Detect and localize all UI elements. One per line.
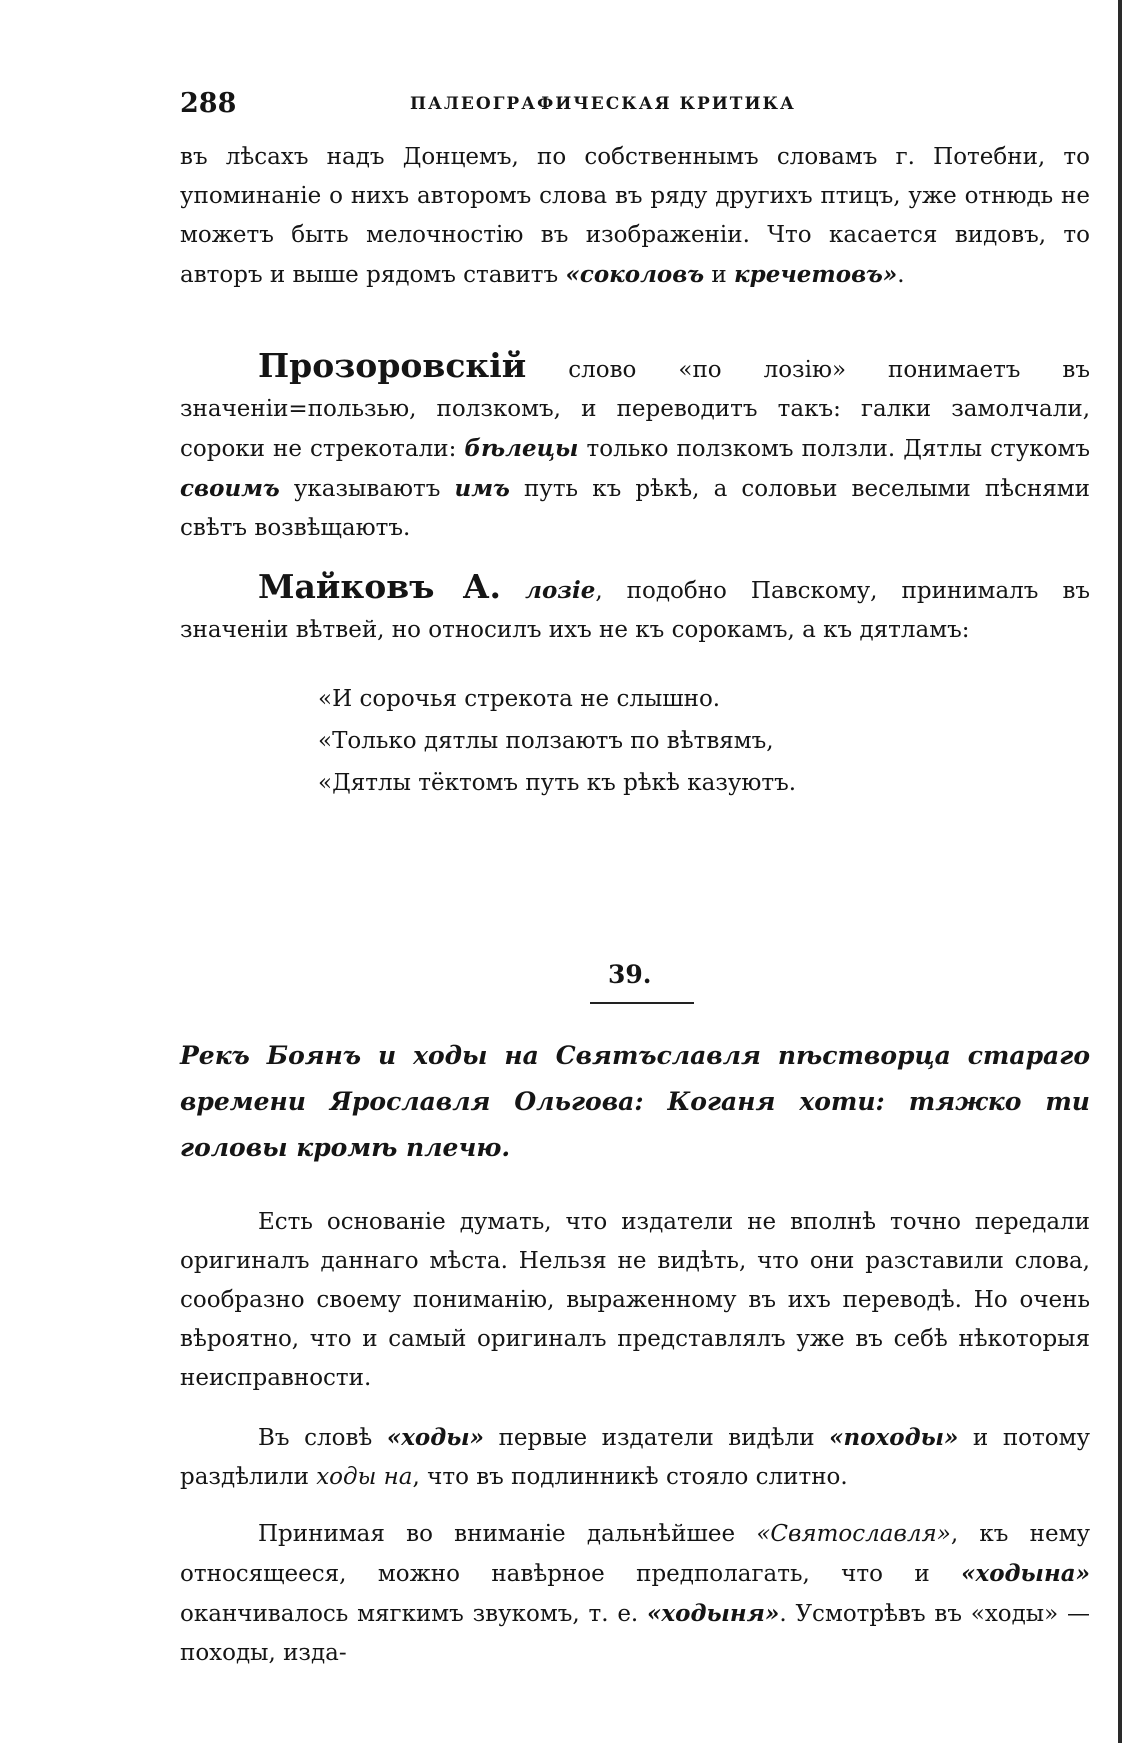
verse-line-1: «И сорочья стрекота не слышно.	[318, 686, 721, 712]
para6-text-2: , къ нему относящееся, можно навѣрное предполагать, что и	[180, 1521, 1090, 1587]
para2-text: слово «по лозію» понимаетъ въ значеніи=пользью, ползкомъ, и переводитъ такъ: галки замолчали, сороки не стрекотали:	[180, 357, 1090, 462]
para5-italic-khody-na: ходы на	[316, 1464, 413, 1490]
running-title: ПАЛЕОГРАФИЧЕСКАЯ КРИТИКА	[410, 94, 796, 114]
section-number: 39.	[608, 960, 652, 989]
paragraph-2	[180, 346, 1090, 548]
para5-text-3: и потому раздѣлили	[180, 1425, 1090, 1490]
para6-text-4: . Усмотрѣвъ въ «ходы» —походы, изда-	[180, 1601, 1090, 1666]
author-name-prozorovsky: Прозоровскій	[258, 346, 527, 385]
para5-italic-khody: «ходы»	[386, 1424, 485, 1451]
para2-text-2: только ползкомъ ползли. Дятлы стукомъ	[578, 436, 1090, 462]
para6-italic-khodyna: «ходына»	[961, 1560, 1090, 1587]
para3-text: , подобно Павскому, принималъ въ значеніи вѣтвей, но относилъ ихъ не къ сорокамъ, а къ дятламъ:	[180, 578, 1091, 643]
para5-text-2: первые издатели видѣли	[484, 1425, 830, 1451]
para6-text: Принимая во вниманіе дальнѣйшее	[258, 1521, 757, 1547]
paragraph-4	[180, 1203, 1090, 1398]
verse-line-3: «Дятлы тёктомъ путь къ рѣкѣ казуютъ.	[318, 770, 797, 796]
para6-italic-svyatoslavlya: «Святославля»	[756, 1521, 951, 1547]
para2-italic-im: имъ	[454, 475, 510, 502]
para5-text: Въ словѣ	[258, 1425, 387, 1451]
para3-space	[501, 578, 525, 604]
para5-italic-pokhody: «походы»	[829, 1424, 959, 1451]
epigraph-quote: Рекъ Боянъ и ходы на Святъславля пѣстворца стараго времени Ярославля Ольгова: Коганя хоти: тяжко ти головы кромѣ плечю.	[180, 1041, 1090, 1162]
para1-italic-sokolov: «соколовъ	[565, 261, 705, 288]
para2-text-4: путь къ рѣкѣ, а соловьи веселыми пѣснями свѣтъ возвѣщаютъ.	[180, 476, 1090, 541]
para6-italic-khodynya: «ходыня»	[647, 1600, 780, 1627]
paragraph-6	[180, 1515, 1090, 1673]
author-name-maikov: Майковъ А.	[258, 567, 502, 606]
para2-text-3: указываютъ	[279, 476, 455, 502]
para2-italic-beletsy: бѣлецы	[464, 435, 579, 462]
para3-italic-lozie: лозіе	[525, 577, 596, 604]
verse-line-2: «Только дятлы ползаютъ по вѣтвямъ,	[318, 728, 774, 754]
para1-text-and: и	[704, 262, 735, 288]
para1-italic-krechetov: кречетовъ»	[734, 261, 898, 288]
paragraph-1	[180, 138, 1090, 295]
page-number: 288	[180, 88, 237, 119]
para1-text: въ лѣсахъ надъ Донцемъ, по собственнымъ словамъ г. Потебни, то упоминаніе о нихъ авторомъ слова въ ряду другихъ птицъ, уже отнюдь не можетъ быть мелочностію въ изображеніи. Что касается видовъ, то авторъ и выше рядомъ ставитъ	[180, 144, 1090, 288]
verse-quote	[318, 678, 1018, 804]
para1-period: .	[897, 262, 905, 288]
page-edge-rule	[1118, 0, 1122, 1743]
section-rule	[590, 1002, 694, 1004]
page-header	[180, 88, 1090, 122]
para4-text: Есть основаніе думать, что издатели не вполнѣ точно передали оригиналъ даннаго мѣста. Нельзя не видѣть, что они разставили слова, сообразно своему пониманію, выраженному въ ихъ переводѣ. Но очень вѣроятно, что и самый оригиналъ представлялъ уже въ себѣ нѣкоторыя неисправности.	[180, 1209, 1090, 1391]
para5-text-4: , что въ подлинникѣ стояло слитно.	[412, 1464, 848, 1490]
paragraph-3	[180, 567, 1090, 650]
para6-text-3: оканчивалось мягкимъ звукомъ, т. е.	[180, 1601, 648, 1627]
para2-italic-svoim: своимъ	[180, 475, 280, 502]
paragraph-5	[180, 1418, 1090, 1497]
